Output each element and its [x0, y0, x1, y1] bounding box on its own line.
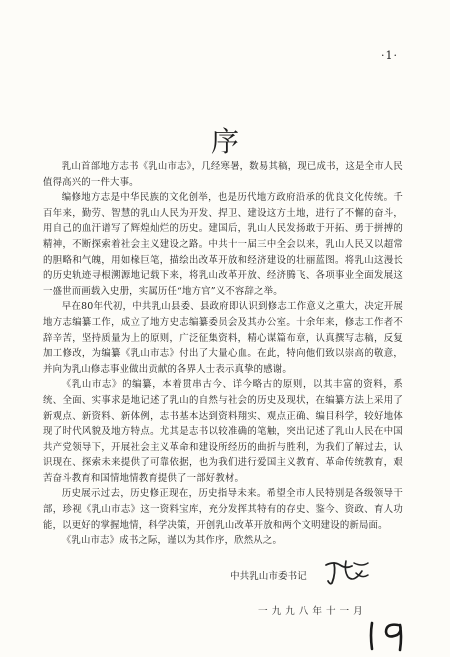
page-number: ·1·: [381, 49, 398, 62]
paragraph-3: 早在80年代初，中共乳山县委、县政府即认识到修志工作意义之重大，决定开展地方志编纂工作，成立了地方史志编纂委员会及其办公室。十余年来，修志工作者不辞辛苦，坚持质量为上的原则，广泛征集资料，精心谋篇布章，认真撰写志稿，反复加工修改，为编纂《乳山市志》付出了大量心血。在此，特向他们致以崇高的敬意，并向为乳山修志事业做出贡献的各界人士表示真挚的感谢。: [43, 301, 403, 375]
signature-title: 中共乳山市委书记: [230, 571, 307, 582]
date-line: 一九九八年十一月: [258, 606, 367, 617]
preface-body: [43, 159, 403, 549]
paragraph-5: 历史展示过去，历史修正现在，历史指导未来。希望全市人民特别是各级领导干部，珍视《乳山市志》这一资料宝库，充分发挥其特有的存史、鉴今、资政、育人功能，以更好的掌握地情，科学决策，开创乳山改革开放和两个文明建设的新局面。: [43, 488, 403, 531]
paragraph-4: 《乳山市志》的编纂，本着贯串古今、详今略古的原则，以其丰富的资料，系统、全面、实事求是地记述了乳山的自然与社会的历史及现状，在编纂方法上采用了新观点、新资料、新体例，志书基本达到资料翔实、观点正确、编目科学，较好地体现了时代风貌及地方特点。尤其是志书以较准确的笔触，突出记述了乳山人民在中国共产党领导下，开展社会主义革命和建设所经历的曲折与胜利，为我们了解过去，认识现在、探索未来提供了可靠依据，也为我们进行爱国主义教育、革命传统教育，艰苦奋斗教育和国情地情教育提供了一部好教材。: [43, 379, 403, 484]
handwritten-signature-icon: [322, 557, 372, 587]
handwritten-page-number-icon: [360, 617, 420, 653]
page-title: 序: [210, 125, 239, 158]
paragraph-1: 乳山首部地方志书《乳山市志》，几经寒暑，数易其稿，现已成书，这是全市人民值得高兴的一件大事。: [43, 161, 403, 188]
paragraph-2: 编修地方志是中华民族的文化创举，也是历代地方政府沿承的优良文化传统。千百年来，勤劳、智慧的乳山人民为开发、捍卫、建设这方土地，进行了不懈的奋斗，用自己的血汗谱写了辉煌灿烂的历史。建国后，乳山人民发扬敢于开拓、勇于拼搏的精神，不断探索着社会主义建设之路。中共十一届三中全会以来，乳山人民又以超常的胆略和气魄，用如椽巨笔，描绘出改革开放和经济建设的壮丽蓝图。将乳山这漫长的历史轨迹寻根溯源地记载下来，将乳山改革开放、经济腾飞、各项事业全面发展这一盛世而画载入史册，实属历任“地方官”义不容辞之举。: [43, 192, 403, 297]
paragraph-6: 《乳山市志》成书之际，谨以为其作序，欣然从之。: [61, 535, 283, 547]
